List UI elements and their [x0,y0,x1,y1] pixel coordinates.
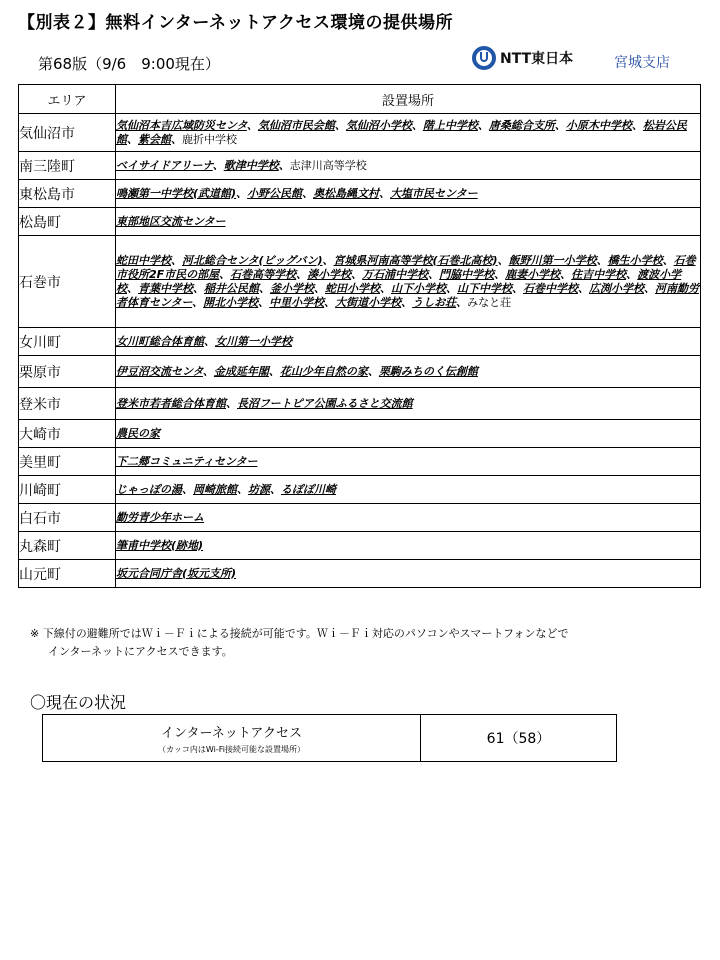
separator: 、 [631,118,643,132]
wifi-location: 気仙沼市民会館 [257,118,335,132]
separator: 、 [512,281,523,295]
note-line-2: インターネットにアクセスできます。 [48,645,233,658]
wifi-location: 東部地区交流センター [116,214,226,228]
wifi-location: 釜小学校 [270,281,314,295]
wifi-location: 大塩市民センター [390,186,478,200]
area-cell: 石巻市 [19,236,116,328]
wifi-location: 万石浦中学校 [362,267,429,281]
status-table [42,714,617,762]
table-row [19,356,701,388]
ntt-logo-icon [472,46,496,70]
area-cell: 白石市 [19,504,116,532]
wifi-location: 女川第一小学校 [215,334,292,348]
wifi-location: 坂元合同庁舎(坂元支所) [116,566,237,580]
table-row [19,328,701,356]
separator: 、 [278,158,290,172]
status-value: 61（58） [421,715,617,762]
separator: 、 [314,281,325,295]
separator: 、 [477,118,489,132]
places-cell [116,152,701,180]
separator: 、 [171,132,182,146]
area-cell: 登米市 [19,388,116,420]
wifi-location: 蛇田中学校 [116,253,171,267]
wifi-location: 唐桑総合支所 [488,118,555,132]
wifi-location: 紫会館 [138,132,171,146]
separator: 、 [182,482,193,496]
wifi-location: 門脇中学校 [439,267,495,281]
separator: 、 [236,186,248,200]
separator: 、 [324,295,336,309]
wifi-location: 飯野川第一小学校 [508,253,597,267]
separator: 、 [212,158,224,172]
wifi-location: 女川町総合体育館 [116,334,204,348]
location: みなと荘 [467,295,512,309]
page-title: 【別表２】無料インターネットアクセス環境の提供場所 [18,13,453,33]
separator: 、 [401,295,413,309]
wifi-location: 岡崎旅館 [193,482,237,496]
wifi-location: じゃっぽの湯 [116,482,182,496]
wifi-location: 気仙沼本吉広域防災センタ [116,118,247,132]
separator: 、 [193,281,204,295]
wifi-location: 稲井公民館 [204,281,259,295]
separator: 、 [202,364,214,378]
wifi-location: 花山少年自然の家 [279,364,368,378]
wifi-location: うしお荘 [412,295,457,309]
places-cell [116,388,701,420]
places-cell [116,420,701,448]
wifi-location: 松岩公民館 [116,118,687,146]
places-cell [116,114,701,152]
wifi-location: 奥松島縄文村 [313,186,380,200]
wifi-location: 気仙沼小学校 [345,118,412,132]
places-cell [116,180,701,208]
wifi-location: 渡波小学校 [116,267,682,295]
wifi-location: 階上中学校 [422,118,478,132]
separator: 、 [578,281,589,295]
wifi-location: 石巻中学校 [523,281,578,295]
table-header-row [19,85,701,114]
table-row [19,236,701,328]
separator: 、 [446,281,457,295]
branch-name: 宮城支店 [614,55,670,71]
separator: 、 [560,267,572,281]
separator: 、 [204,334,215,348]
wifi-location: 中里小学校 [269,295,325,309]
places-cell [116,532,701,560]
area-cell: 大崎市 [19,420,116,448]
table-row [19,388,701,420]
wifi-location: 伊豆沼交流センタ [116,364,203,378]
area-cell: 美里町 [19,448,116,476]
status-label: インターネットアクセス [160,725,303,741]
table-row [19,420,701,448]
wifi-location: 青葉中学校 [138,281,193,295]
places-cell [116,504,701,532]
wifi-location: るぽぽ川崎 [281,482,336,496]
wifi-location: 小野公民館 [247,186,303,200]
separator: 、 [380,281,391,295]
wifi-location: 蛇田小学校 [325,281,380,295]
separator: 、 [554,118,566,132]
wifi-location: 宮城県河南高等学校(石巻北高校) [333,253,498,267]
area-cell: 気仙沼市 [19,114,116,152]
header-area: エリア [19,85,116,114]
table-row [19,448,701,476]
wifi-location: 住吉中学校 [571,267,627,281]
wifi-location: 河南勤労者体育センター [116,281,699,309]
area-cell: 栗原市 [19,356,116,388]
wifi-location: 下二郷コミュニティセンター [116,454,258,468]
separator: 、 [411,118,423,132]
separator: 、 [259,281,270,295]
separator: 、 [171,253,182,267]
separator: 、 [127,132,138,146]
wifi-location: 筆甫中学校(跡地) [116,538,204,552]
location: 鹿折中学校 [182,132,237,146]
separator: 、 [428,267,440,281]
places-cell [116,208,701,236]
wifi-location: 坊源 [248,482,270,496]
table-row [19,152,701,180]
area-cell: 松島町 [19,208,116,236]
separator: 、 [456,295,468,309]
area-cell: 南三陸町 [19,152,116,180]
area-cell: 川崎町 [19,476,116,504]
wifi-location: 農民の家 [116,426,160,440]
locations-table [18,84,701,588]
table-row [19,504,701,532]
separator: 、 [626,267,638,281]
separator: 、 [246,118,258,132]
separator: 、 [192,295,204,309]
places-cell [116,356,701,388]
wifi-location: 長沼フートピア公園ふるさと交流館 [237,396,413,410]
separator: 、 [596,253,608,267]
table-row [19,560,701,588]
wifi-location: 開北小学校 [203,295,259,309]
separator: 、 [237,482,248,496]
wifi-location: ベイサイドアリーナ [116,158,213,172]
area-cell: 山元町 [19,560,116,588]
table-row [19,476,701,504]
wifi-location: 石巻高等学校 [230,267,297,281]
separator: 、 [367,364,379,378]
wifi-location: 山下小学校 [391,281,446,295]
wifi-location: 橋生小学校 [607,253,663,267]
separator: 、 [494,267,506,281]
places-cell [116,476,701,504]
status-sublabel: （カッコ内はWi-Fi接続可能な設置場所） [157,744,305,754]
separator: 、 [379,186,391,200]
area-cell: 丸森町 [19,532,116,560]
separator: 、 [497,253,509,267]
wifi-location: 河北総合センタ(ビッグバン) [182,253,323,267]
area-cell: 女川町 [19,328,116,356]
table-row [19,532,701,560]
wifi-location: 石巻市役所2F市民の部屋 [116,253,696,281]
logo-text: NTT東日本 [500,51,574,67]
separator: 、 [258,295,270,309]
status-heading: 〇現在の状況 [30,693,127,712]
wifi-location: 山下中学校 [457,281,512,295]
wifi-location: 金成延年閣 [213,364,269,378]
table-row [19,114,701,152]
places-cell [116,236,701,328]
places-cell [116,328,701,356]
table-row [19,180,701,208]
separator: 、 [296,267,308,281]
wifi-note [30,625,569,661]
edition-label: 第68版（9/6 9:00現在） [38,55,220,73]
header-places: 設置場所 [116,85,701,114]
separator: 、 [127,281,138,295]
separator: 、 [226,396,237,410]
wifi-location: 栗駒みちのく伝創館 [378,364,478,378]
separator: 、 [322,253,334,267]
wifi-location: 鹿妻小学校 [505,267,561,281]
separator: 、 [268,364,280,378]
wifi-location: 小原木中学校 [565,118,632,132]
separator: 、 [334,118,346,132]
places-cell [116,448,701,476]
status-label-cell [43,715,421,762]
wifi-location: 大街道小学校 [335,295,402,309]
wifi-location: 登米市若者総合体育館 [116,396,226,410]
table-row [19,208,701,236]
wifi-location: 鳴瀬第一中学校(武道館) [116,186,237,200]
separator: 、 [302,186,314,200]
separator: 、 [662,253,674,267]
wifi-location: 歌津中学校 [223,158,279,172]
ntt-logo [472,46,573,70]
separator: 、 [219,267,231,281]
area-cell: 東松島市 [19,180,116,208]
wifi-location: 勤労青少年ホーム [116,510,204,524]
separator: 、 [351,267,363,281]
status-row [43,715,617,762]
wifi-location: 広渕小学校 [589,281,644,295]
wifi-location: 湊小学校 [307,267,352,281]
separator: 、 [644,281,655,295]
separator: 、 [270,482,281,496]
places-cell [116,560,701,588]
note-line-1: ※ 下線付の避難所ではＷｉ－Ｆｉによる接続が可能です。Ｗｉ－Ｆｉ対応のパソコンやスマートフォンなどで [30,627,569,640]
location: 志津川高等学校 [289,158,367,172]
